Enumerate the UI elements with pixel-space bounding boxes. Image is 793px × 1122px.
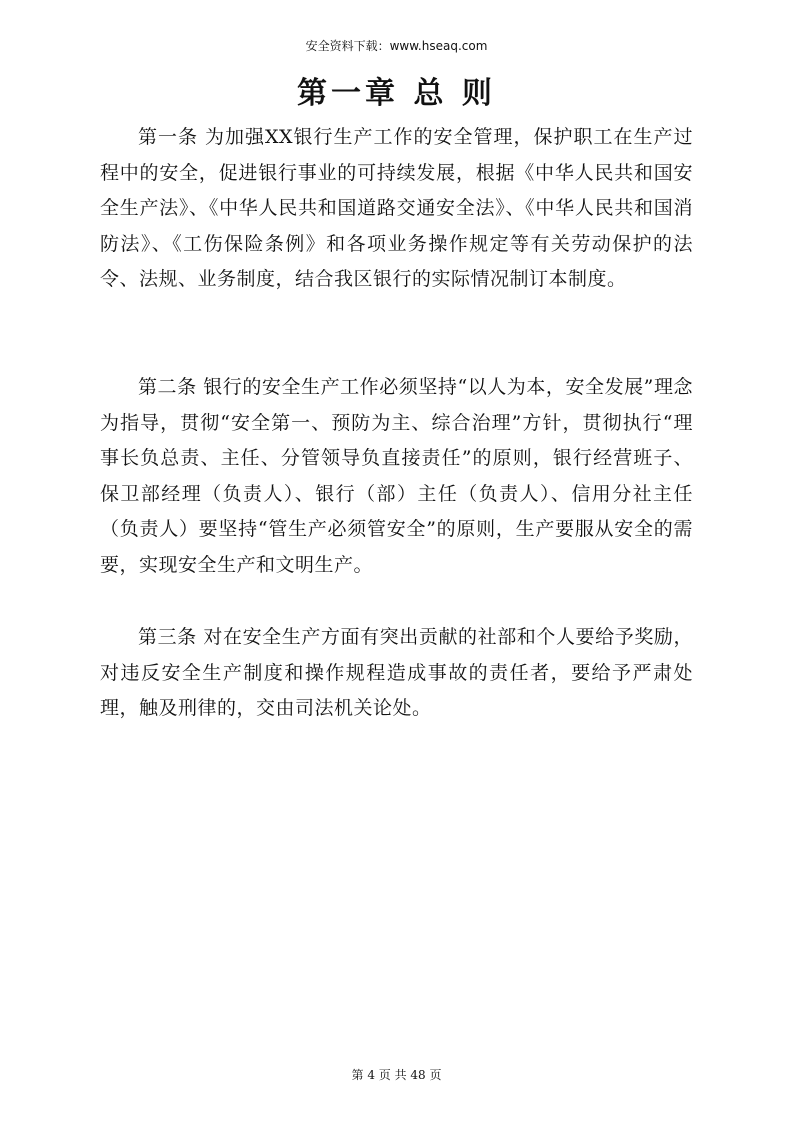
chapter-title: 第一章 总 则 (297, 76, 496, 111)
page-header: 安全资料下载：www.hseaq.com (305, 39, 488, 53)
page-footer: 第 4 页 共 48 页 (351, 1068, 442, 1082)
article-1: 第一条 为加强XX银行生产工作的安全管理，保护职工在生产过程中的安全，促进银行事业的可持续发展，根据《中华人民共和国安全生产法》、《中华人民共和国道路交通安全法》、《中华人民共和国消防法》、《工伤保险条例》和各项业务操作规定等有关劳动保护的法令、法规、业务制度，结合我区银行的实际情况制订本制度。 (100, 126, 693, 290)
article-3: 第三条 对在安全生产方面有突出贡献的社部和个人要给予奖励，对违反安全生产制度和操作规程造成事故的责任者，要给予严肃处理，触及刑律的，交由司法机关论处。 (100, 626, 693, 719)
article-2: 第二条 银行的安全生产工作必须坚持“以人为本，安全发展”理念为指导，贯彻“安全第一、预防为主、综合治理”方针，贯彻执行“理事长负总责、主任、分管领导负直接责任”的原则，银行经营班子、保卫部经理（负责人）、银行（部）主任（负责人）、信用分社主任（负责人）要坚持“管生产必须管安全”的原则，生产要服从安全的需要，实现安全生产和文明生产。 (100, 376, 693, 576)
